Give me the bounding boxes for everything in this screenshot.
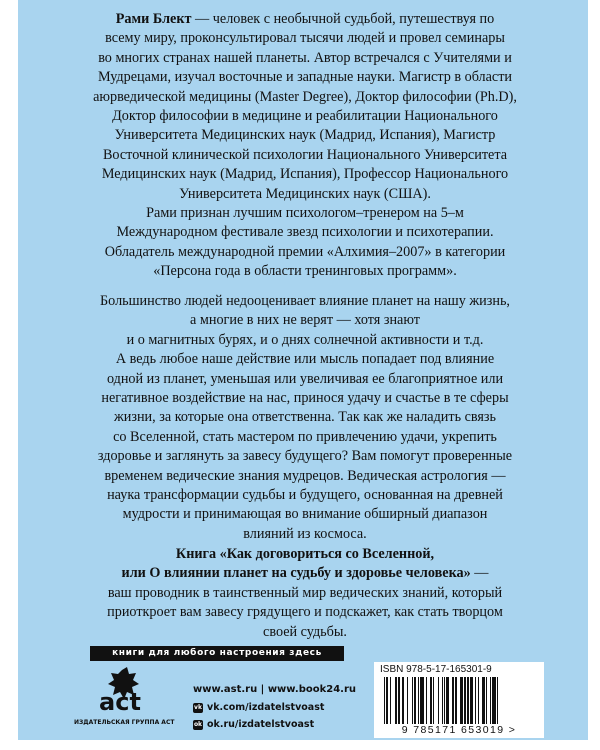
barcode-bar [452, 677, 453, 724]
ok-icon: ok [193, 720, 203, 728]
barcode-bar [446, 677, 448, 724]
barcode-bar [418, 677, 419, 724]
planets-line: влияний из космоса. [243, 525, 367, 542]
barcode-bar [470, 677, 472, 724]
planets-line: жизни, за которые она ответственна. Так как же наладить связь [113, 409, 497, 426]
planets-line: временем ведические знания мудрецов. Ведическая астрология — [104, 467, 506, 484]
barcode-bar [414, 677, 416, 724]
book-description-line: ваш проводник в таинственный мир ведических знаний, который [107, 584, 503, 601]
tagline-banner: книги для любого настроения здесь [90, 646, 344, 661]
author-bio-line: всему миру, проконсультировал тысячи людей и провел семинары [105, 30, 505, 47]
barcode-bar [438, 677, 439, 724]
publisher-websites[interactable]: www.ast.ru | www.book24.ru [193, 684, 357, 695]
ast-logo-icon [89, 666, 151, 716]
barcode-bar [442, 677, 443, 724]
ok-link-text: ok.ru/izdatelstvoast [207, 719, 315, 730]
planets-line: и о магнитных бурях, и о днях солнечной активности и т.д. [126, 331, 484, 348]
ok-link[interactable] [193, 718, 356, 731]
page-margin-right [588, 0, 600, 750]
vk-icon: vk [194, 703, 202, 711]
planets-line: со Вселенной, стать мастером по привлечению удачи, укрепить [113, 428, 497, 445]
page-margin-bottom [0, 740, 600, 750]
barcode-bar [492, 677, 496, 724]
planets-line: мудрости и принимающая во внимание обширный диапазон [122, 506, 488, 523]
barcode-bar [384, 677, 385, 724]
author-bio-line: Медицинских наук (Мадрид, Испания), Профессор Национального [101, 166, 509, 183]
author-bio-line: Доктор философии в медицине и реабилитации Национального [112, 108, 498, 125]
planets-line: одной из планет, уменьшая или увеличивая ее благоприятное или [106, 370, 504, 387]
barcode-bar [430, 677, 432, 724]
planets-line: наука трансформации судьбы и будущего, основанная на древней [107, 487, 503, 504]
barcode-bar [475, 677, 476, 724]
barcode-bar [395, 677, 397, 724]
vk-link-text: vk.com/izdatelstvoast [207, 702, 325, 713]
planets-line: здоровье и заглянуть за завесу будущего? Вам помогут проверенные [97, 448, 513, 465]
barcode-bar [497, 677, 498, 724]
planets-paragraph [90, 292, 520, 544]
planets-line: негативное воздействие на нас, принося удачу и счастье в те сферы [101, 390, 509, 407]
barcode-bar [390, 677, 391, 724]
barcode-bar [464, 677, 465, 724]
barcode-bar [420, 677, 424, 724]
author-bio-line: аюрведической медицины (Master Degree), Доктор философии (Ph.D), [93, 88, 517, 105]
barcode-bar [444, 677, 445, 724]
planets-line: А ведь любое наше действие или мысль попадает под влияние [115, 351, 495, 368]
author-bio-line: Университета Медицинских наук (США). [179, 185, 431, 202]
barcode-panel [374, 662, 544, 738]
author-bio-line: Обладатель международной премии «Алхимия–2007» в категории [104, 243, 506, 260]
book-description [90, 545, 520, 642]
barcode-bar [467, 677, 469, 724]
barcode-bar [490, 677, 491, 724]
barcode-bars [384, 677, 536, 724]
author-bio-line: Восточной клинической психологии Национального Университета [102, 146, 508, 163]
author-bio [90, 10, 520, 282]
barcode-digits: 9 785171 653019 > [401, 724, 517, 736]
publisher-caption: ИЗДАТЕЛЬСКАЯ ГРУППА АСТ [74, 719, 175, 726]
isbn-number: ISBN 978-5-17-165301-9 [380, 664, 492, 675]
author-bio-line: во многих странах нашей планеты. Автор встречался с Учителями и [98, 49, 512, 66]
barcode-bar [386, 677, 387, 724]
svg-text:act: act [99, 688, 141, 716]
barcode-bar [478, 677, 479, 724]
barcode-bar [412, 677, 413, 724]
author-bio-line: Международном фестивале звезд психологии и психотерапии. [116, 224, 494, 241]
book-title-line: Книга «Как договориться со Вселенной, [175, 546, 435, 562]
barcode-bar [433, 677, 434, 724]
author-bio-line: Мудрецами, изучал восточные и западные науки. Магистр в области [97, 69, 513, 86]
barcode-bar [398, 677, 399, 724]
planets-line: Большинство людей недооценивает влияние планет на нашу жизнь, [100, 293, 510, 309]
book-description-line: приоткроет вам завесу грядущего и подскажет, как стать творцом [107, 604, 503, 621]
publisher-links [193, 683, 356, 731]
author-name: Рами Блект [115, 11, 192, 27]
author-bio-line: Рами Блект — человек с необычной судьбой, путешествуя по [115, 11, 495, 27]
vk-link[interactable] [193, 701, 356, 714]
barcode-bar [426, 677, 427, 724]
barcode-bar [486, 677, 487, 724]
barcode-bar [402, 677, 404, 724]
barcode-bar [460, 677, 464, 724]
book-title-line: или О влиянии планет на судьбу и здоровье человека» — [121, 565, 489, 582]
barcode-bar [455, 677, 457, 724]
publisher-logo [89, 666, 151, 722]
planets-line: а многие в них не верят — хотя знают [190, 312, 420, 329]
barcode-bar [482, 677, 484, 724]
book-description-line: своей судьбы. [263, 623, 347, 640]
author-bio-line: «Персона года в области тренинговых программ». [153, 263, 457, 280]
barcode-bar [407, 677, 408, 724]
author-bio-line: Рами признан лучшим психологом–тренером на 5–м [146, 205, 464, 222]
author-bio-line: Университета Медицинских наук (Мадрид, Испания), Магистр [114, 127, 496, 144]
page-margin-left [0, 0, 18, 750]
